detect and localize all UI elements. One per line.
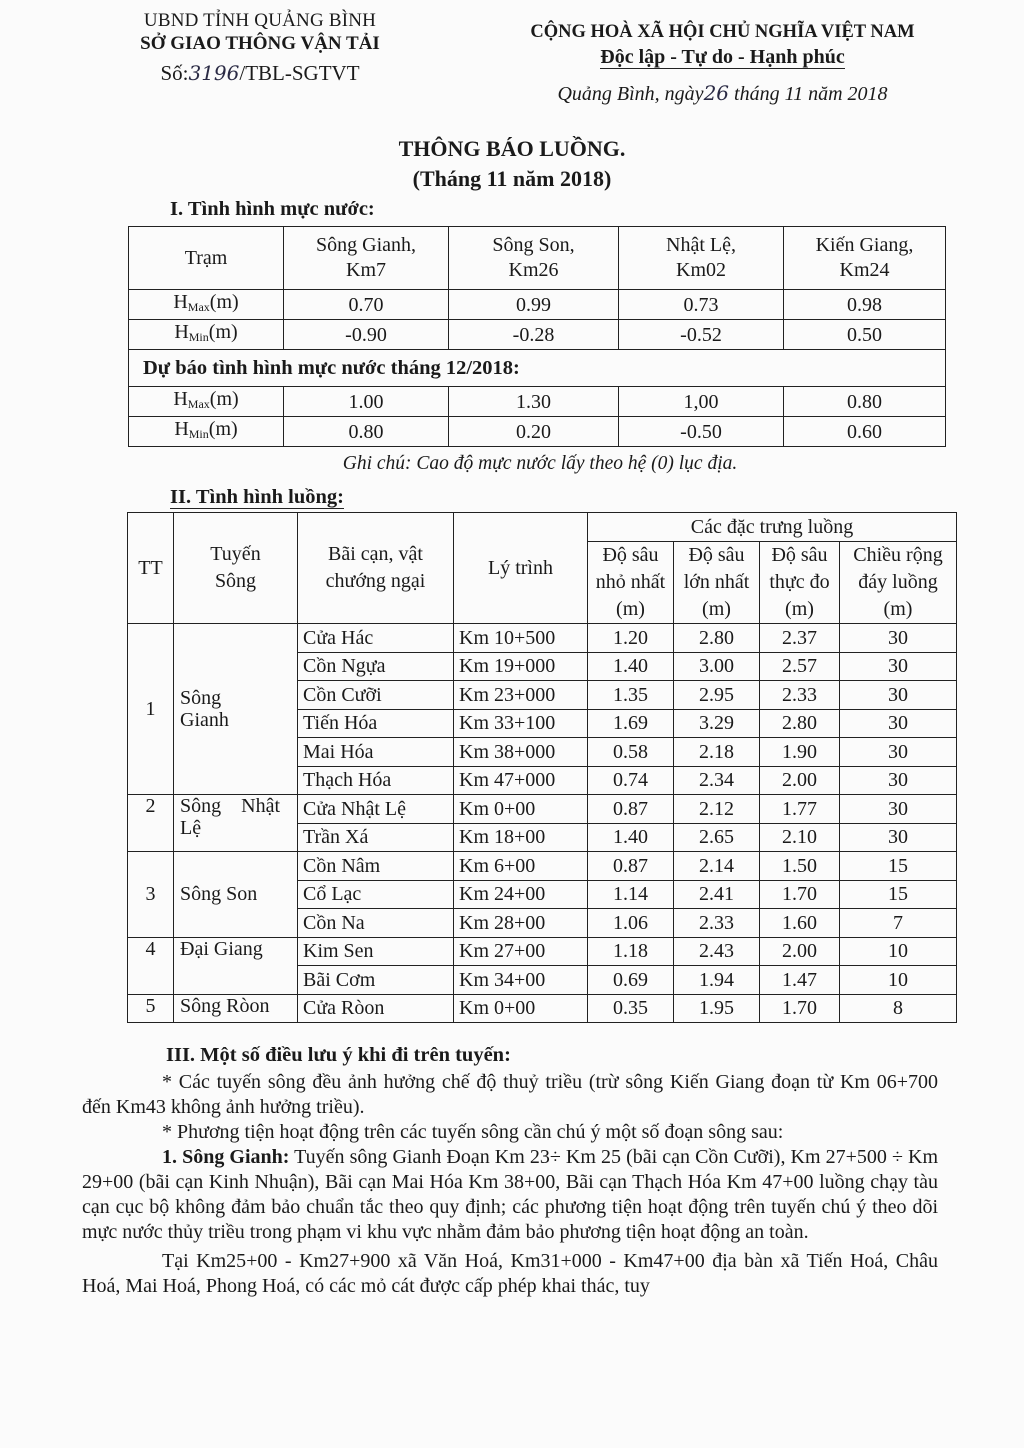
width-cell: 30	[840, 766, 957, 795]
table-row	[128, 624, 957, 653]
table-row	[128, 852, 957, 881]
title-main: THÔNG BÁO LUỒNG.	[398, 136, 626, 161]
col-min-depth: Độ sâu nhỏ nhất (m)	[588, 542, 674, 624]
station-col: Kiến Giang, Km24	[784, 227, 946, 290]
water-level-note: Ghi chú: Cao độ mực nước lấy theo hệ (0) lục địa.	[342, 453, 738, 474]
col-tt: TT	[128, 513, 174, 624]
document-number: Số:3196/TBL-SGTVT	[160, 61, 360, 85]
min-depth-cell: 1.40	[588, 823, 674, 852]
width-cell: 30	[840, 652, 957, 681]
measured-depth-cell: 2.37	[760, 624, 840, 653]
width-cell: 8	[840, 994, 957, 1023]
width-cell: 30	[840, 795, 957, 824]
measured-depth-cell: 1.90	[760, 738, 840, 767]
motto: Độc lập - Tự do - Hạnh phúc	[600, 46, 845, 68]
min-depth-cell: 1.18	[588, 937, 674, 966]
river-cell: Sông Son	[174, 852, 298, 938]
section-2-heading: II. Tình hình luồng:	[170, 486, 344, 508]
min-depth-cell: 1.14	[588, 880, 674, 909]
col-river: Tuyến Sông	[174, 513, 298, 624]
forecast-heading: Dự báo tình hình mực nước tháng 12/2018:	[129, 350, 946, 387]
width-cell: 30	[840, 681, 957, 710]
km-cell: Km 24+00	[454, 880, 588, 909]
measured-depth-cell: 1.47	[760, 966, 840, 995]
min-depth-cell: 0.35	[588, 994, 674, 1023]
department-name: SỞ GIAO THÔNG VẬN TẢI	[140, 33, 380, 54]
station-header: Trạm	[129, 227, 284, 290]
col-km: Lý trình	[454, 513, 588, 624]
col-shoal: Bãi cạn, vật chướng ngại	[298, 513, 454, 624]
min-depth-cell: 1.20	[588, 624, 674, 653]
measured-depth-cell: 1.70	[760, 994, 840, 1023]
station-col: Nhật Lệ, Km02	[619, 227, 784, 290]
shoal-cell: Cồn Nâm	[298, 852, 454, 881]
km-cell: Km 6+00	[454, 852, 588, 881]
note-paragraph: * Phương tiện hoạt động trên các tuyến sông cần chú ý một số đoạn sông sau:	[162, 1121, 784, 1143]
value-cell: -0.50	[619, 417, 784, 447]
shoal-cell: Bãi Cơm	[298, 966, 454, 995]
value-cell: 0.60	[784, 417, 946, 447]
document-title	[0, 134, 1024, 194]
river-cell: Sông Gianh	[174, 624, 298, 795]
width-cell: 7	[840, 909, 957, 938]
measured-depth-cell: 1.50	[760, 852, 840, 881]
river-cell: Sông Nhật Lệ	[174, 795, 298, 852]
station-col: Sông Son, Km26	[449, 227, 619, 290]
max-depth-cell: 2.65	[674, 823, 760, 852]
max-depth-cell: 1.95	[674, 994, 760, 1023]
section-1-heading: I. Tình hình mực nước:	[170, 198, 375, 220]
issuer-block	[110, 10, 410, 86]
value-cell: 0.70	[284, 290, 449, 320]
table-row	[128, 795, 957, 824]
km-cell: Km 10+500	[454, 624, 588, 653]
km-cell: Km 33+100	[454, 709, 588, 738]
shoal-cell: Mai Hóa	[298, 738, 454, 767]
hmin-label: $H_{Min}(m)$	[129, 417, 284, 447]
forecast-hmax-row	[129, 387, 946, 417]
shoal-cell: Cửa Ròon	[298, 994, 454, 1023]
max-depth-cell: 2.43	[674, 937, 760, 966]
section-3-heading: III. Một số điều lưu ý khi đi trên tuyến:	[166, 1044, 511, 1066]
tt-cell: 4	[128, 937, 174, 994]
min-depth-cell: 1.06	[588, 909, 674, 938]
hmin-label: $H_{Min}(m)$	[129, 320, 284, 350]
max-depth-cell: 2.14	[674, 852, 760, 881]
measured-depth-cell: 1.70	[760, 880, 840, 909]
min-depth-cell: 1.35	[588, 681, 674, 710]
shoal-cell: Tiến Hóa	[298, 709, 454, 738]
tt-cell: 1	[128, 624, 174, 795]
shoal-cell: Cồn Cưỡi	[298, 681, 454, 710]
km-cell: Km 38+000	[454, 738, 588, 767]
shoal-cell: Cồn Ngựa	[298, 652, 454, 681]
title-sub: (Tháng 11 năm 2018)	[412, 166, 612, 191]
km-cell: Km 0+00	[454, 795, 588, 824]
tt-cell: 5	[128, 994, 174, 1023]
note-paragraph: Tại Km25+00 - Km27+900 xã Văn Hoá, Km31+000 - Km47+00 địa bàn xã Tiến Hoá, Châu Hoá, Mai Hoá, Phong Hoá, có các mỏ cát được cấp phép khai thác, tuy	[82, 1250, 938, 1297]
hmax-row	[129, 290, 946, 320]
tt-cell: 3	[128, 852, 174, 938]
max-depth-cell: 2.12	[674, 795, 760, 824]
shoal-cell: Cổ Lạc	[298, 880, 454, 909]
value-cell: 0.50	[784, 320, 946, 350]
km-cell: Km 19+000	[454, 652, 588, 681]
hmin-row	[129, 320, 946, 350]
country-name: CỘNG HOÀ XÃ HỘI CHỦ NGHĨA VIỆT NAM	[530, 22, 915, 42]
value-cell: -0.28	[449, 320, 619, 350]
channel-table	[127, 512, 957, 1023]
forecast-heading-row	[129, 350, 946, 387]
max-depth-cell: 2.80	[674, 624, 760, 653]
value-cell: 0.99	[449, 290, 619, 320]
max-depth-cell: 3.00	[674, 652, 760, 681]
note-paragraph: 1. Sông Gianh: Tuyến sông Gianh Đoạn Km 23÷ Km 25 (bãi cạn Cồn Cưỡi), Km 27+500 ÷ Km 29+00 (bãi cạn Kinh Nhuận), Bãi cạn Mai Hóa Km 38+00, Bãi cạn Thạch Hóa Km 47+00 luồng chạy tàu cạn cục bộ không đảm bảo chuẩn tắc theo quy định; các phương tiện hoạt động trên tuyến chú ý theo dõi mực nước thủy triều trong phạm vi khu vực nhằm đảm bảo phương tiện hoạt động an toàn.	[82, 1146, 939, 1243]
value-cell: 0.98	[784, 290, 946, 320]
max-depth-cell: 2.33	[674, 909, 760, 938]
handwritten-number: 3196	[188, 61, 240, 85]
km-cell: Km 23+000	[454, 681, 588, 710]
station-header-row	[129, 227, 946, 290]
width-cell: 30	[840, 738, 957, 767]
value-cell: -0.90	[284, 320, 449, 350]
authority-name: UBND TỈNH QUẢNG BÌNH	[143, 10, 377, 31]
channel-table-header	[128, 513, 957, 624]
width-cell: 10	[840, 937, 957, 966]
value-cell: 0.80	[784, 387, 946, 417]
width-cell: 15	[840, 852, 957, 881]
width-cell: 30	[840, 823, 957, 852]
table-row	[128, 994, 957, 1023]
max-depth-cell: 3.29	[674, 709, 760, 738]
width-cell: 30	[840, 709, 957, 738]
shoal-cell: Kim Sen	[298, 937, 454, 966]
km-cell: Km 47+000	[454, 766, 588, 795]
measured-depth-cell: 1.60	[760, 909, 840, 938]
col-width: Chiều rộng đáy luồng (m)	[840, 542, 957, 624]
max-depth-cell: 1.94	[674, 966, 760, 995]
measured-depth-cell: 1.77	[760, 795, 840, 824]
river-cell: Sông Ròon	[174, 994, 298, 1023]
max-depth-cell: 2.18	[674, 738, 760, 767]
value-cell: -0.52	[619, 320, 784, 350]
measured-depth-cell: 2.00	[760, 766, 840, 795]
value-cell: 1.00	[284, 387, 449, 417]
hmax-label: $H_{Max}(m)$	[129, 387, 284, 417]
value-cell: 0.80	[284, 417, 449, 447]
measured-depth-cell: 2.00	[760, 937, 840, 966]
km-cell: Km 34+00	[454, 966, 588, 995]
km-cell: Km 28+00	[454, 909, 588, 938]
note-paragraph: * Các tuyến sông đều ảnh hưởng chế độ thuỷ triều (trừ sông Kiến Giang đoạn từ Km 06+700 đến Km43 không ảnh hưởng triều).	[82, 1071, 938, 1118]
measured-depth-cell: 2.10	[760, 823, 840, 852]
col-measured-depth: Độ sâu thực đo (m)	[760, 542, 840, 624]
national-header	[495, 22, 950, 106]
width-cell: 15	[840, 880, 957, 909]
col-max-depth: Độ sâu lớn nhất (m)	[674, 542, 760, 624]
max-depth-cell: 2.41	[674, 880, 760, 909]
min-depth-cell: 0.74	[588, 766, 674, 795]
min-depth-cell: 0.87	[588, 795, 674, 824]
value-cell: 0.20	[449, 417, 619, 447]
forecast-hmin-row	[129, 417, 946, 447]
document-date: Quảng Bình, ngày26 tháng 11 năm 2018	[557, 81, 888, 105]
channel-table-body	[128, 624, 957, 1023]
tt-cell: 2	[128, 795, 174, 852]
value-cell: 1,00	[619, 387, 784, 417]
min-depth-cell: 0.87	[588, 852, 674, 881]
shoal-cell: Cồn Na	[298, 909, 454, 938]
station-col: Sông Gianh, Km7	[284, 227, 449, 290]
value-cell: 0.73	[619, 290, 784, 320]
measured-depth-cell: 2.33	[760, 681, 840, 710]
width-cell: 30	[840, 624, 957, 653]
min-depth-cell: 1.69	[588, 709, 674, 738]
max-depth-cell: 2.95	[674, 681, 760, 710]
shoal-cell: Thạch Hóa	[298, 766, 454, 795]
shoal-cell: Cửa Hác	[298, 624, 454, 653]
min-depth-cell: 0.58	[588, 738, 674, 767]
measured-depth-cell: 2.57	[760, 652, 840, 681]
km-cell: Km 18+00	[454, 823, 588, 852]
section-3-body	[82, 1070, 938, 1299]
water-level-table	[128, 226, 946, 447]
value-cell: 1.30	[449, 387, 619, 417]
shoal-cell: Trần Xá	[298, 823, 454, 852]
col-group: Các đặc trưng luồng	[588, 513, 957, 542]
measured-depth-cell: 2.80	[760, 709, 840, 738]
river-cell: Đại Giang	[174, 937, 298, 994]
width-cell: 10	[840, 966, 957, 995]
km-cell: Km 27+00	[454, 937, 588, 966]
handwritten-day: 26	[703, 81, 730, 105]
min-depth-cell: 0.69	[588, 966, 674, 995]
hmax-label: $H_{Max}(m)$	[129, 290, 284, 320]
max-depth-cell: 2.34	[674, 766, 760, 795]
min-depth-cell: 1.40	[588, 652, 674, 681]
shoal-cell: Cửa Nhật Lệ	[298, 795, 454, 824]
table-row	[128, 937, 957, 966]
km-cell: Km 0+00	[454, 994, 588, 1023]
